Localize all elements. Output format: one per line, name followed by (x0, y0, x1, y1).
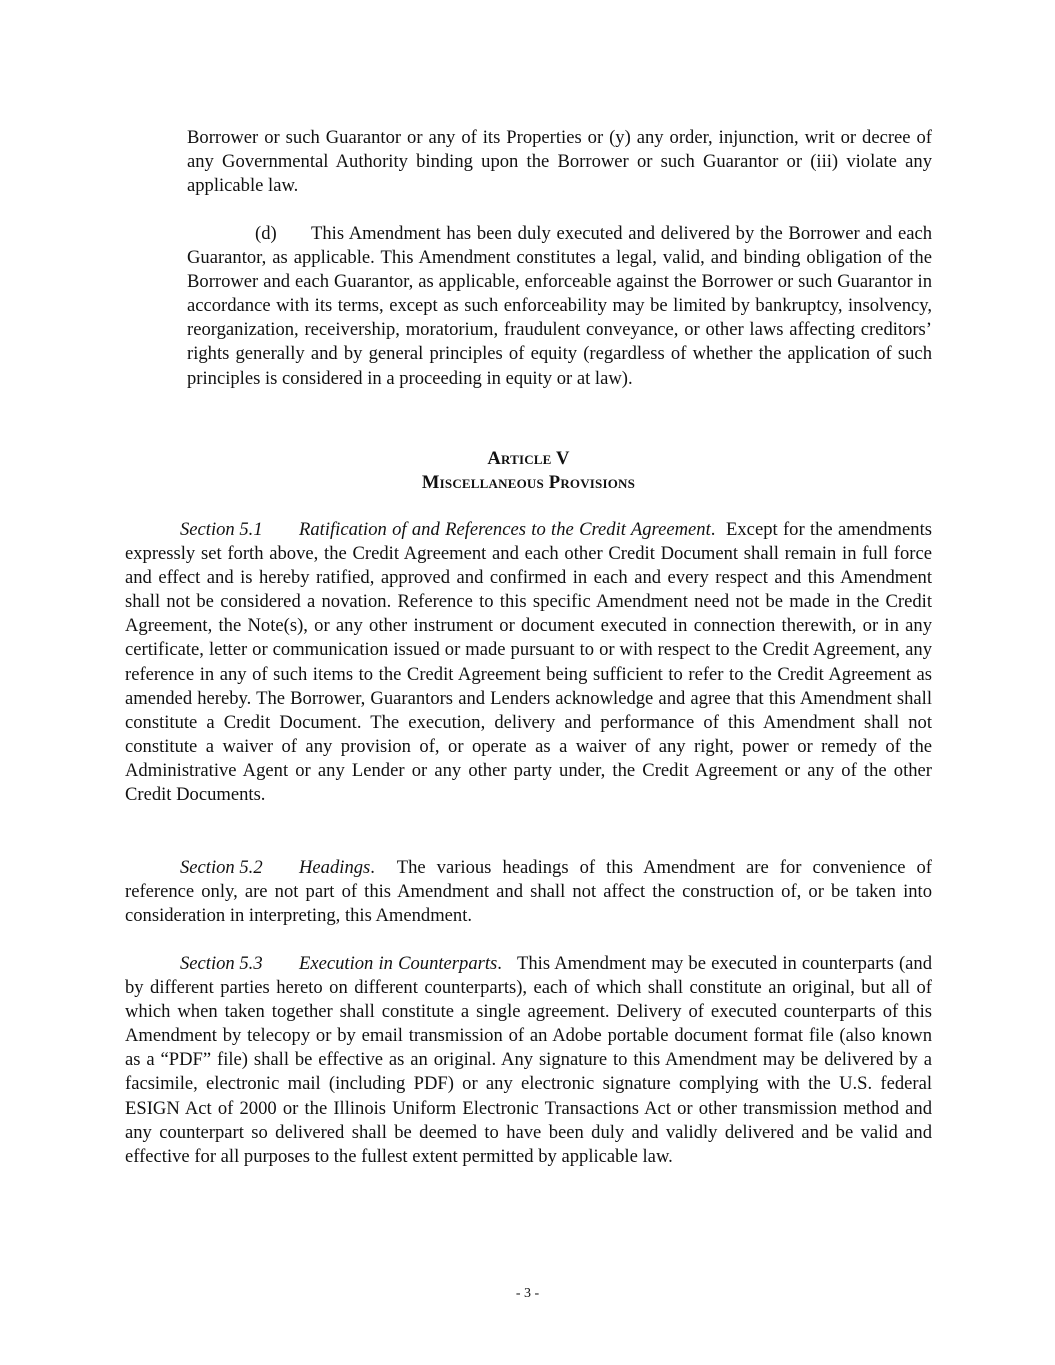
clause-d-label: (d) (255, 223, 277, 244)
section-5-1-paragraph: Section 5.1 Ratification of and References to the Credit Agreement. Except for the amendments expressly set forth above, the Credit Agreement and each other Credit Document shall remain in full force and effect and is hereby ratified, approved and confirmed in each and every respect and this Amendment shall not be considered a novation. Reference to this specific Amendment need not be made in the Credit Agreement, the Note(s), or any other instrument or document executed in connection therewith, or in any certificate, letter or communication issued or made pursuant to or with respect to the Credit Agreement, any reference in any of such items to the Credit Agreement being sufficient to refer to the Credit Agreement as amended hereby. The Borrower, Guarantors and Lenders acknowledge and agree that this Amendment shall constitute a Credit Document. The execution, delivery and performance of this Amendment shall not constitute a waiver of any provision of, or operate as a waiver of any right, power or remedy of the Administrative Agent or any Lender or any other party under, the Credit Agreement or any of the other Credit Documents. (125, 519, 932, 806)
section-5-3 (125, 952, 932, 1169)
section-5-1-title: Ratification of and References to the Credit Agreement (299, 519, 711, 540)
section-5-1 (125, 518, 932, 807)
section-5-2-title: Headings (299, 857, 371, 878)
section-5-2-text: The various headings of this Amendment are for convenience of reference only, are not part of this Amendment and shall not affect the construction of, or be taken into consideration in interpreting, this Amendment. (125, 857, 932, 927)
section-5-2-paragraph: Section 5.2 Headings. The various headings of this Amendment are for convenience of reference only, are not part of this Amendment and shall not affect the construction of, or be taken into consideration in interpreting, this Amendment. (125, 857, 932, 927)
section-5-1-number: Section 5.1 (180, 519, 263, 540)
section-5-3-title: Execution in Counterparts (299, 953, 498, 974)
clause-d-body (187, 222, 932, 391)
page-number: - 3 - (515, 1286, 540, 1301)
section-5-2-number: Section 5.2 (180, 857, 263, 878)
section-5-3-number: Section 5.3 (180, 953, 263, 974)
article-number-heading: Article V (487, 448, 570, 469)
clause-d-text: This Amendment has been duly executed and delivered by the Borrower and each Guarantor, as applicable. This Amendment constitutes a legal, valid, and binding obligation of the Borrower and each Guarantor, as applicable, enforceable against the Borrower or such Guarantor in accordance with its terms, except as such enforceability may be limited by bankruptcy, insolvency, reorganization, receivership, moratorium, fraudulent conveyance, or other laws affecting creditors’ rights generally and by general principles of equity (regardless of whether the application of such principles is considered in a proceeding in equity or at law). (187, 223, 932, 389)
section-5-3-text: This Amendment may be executed in counterparts (and by different parties hereto on different counterparts), each of which shall constitute an original, but all of which when taken together shall constitute a single agreement. Delivery of executed counterparts of this Amendment by telecopy or by email transmission of an Adobe portable document format file (also known as a “PDF” file) shall be effective as an original. Any signature to this Amendment may be delivered by a facsimile, electronic mail (including PDF) or any electronic signature complying with the U.S. federal ESIGN Act of 2000 or the Illinois Uniform Electronic Transactions Act or other transmission method and any counterpart so delivered shall be deemed to have been duly and validly delivered and be valid and effective for all purposes to the fullest extent permitted by applicable law. (125, 953, 933, 1167)
section-5-2 (125, 856, 932, 928)
article-title-heading: Miscellaneous Provisions (421, 472, 636, 493)
continuation-text: Borrower or such Guarantor or any of its Properties or (y) any order, injunction, writ or decree of any Governmental Authority binding upon the Borrower or such Guarantor or (iii) violate any applicable law. (187, 127, 932, 197)
continuation-paragraph (187, 126, 932, 198)
section-5-3-paragraph: Section 5.3 Execution in Counterparts. This Amendment may be executed in counterparts (and by different parties hereto on different counterparts), each of which shall constitute an original, but all of which when taken together shall constitute a single agreement. Delivery of executed counterparts of this Amendment by telecopy or by email transmission of an Adobe portable document format file (also known as a “PDF” file) shall be effective as an original. Any signature to this Amendment may be delivered by a facsimile, electronic mail (including PDF) or any electronic signature complying with the U.S. federal ESIGN Act of 2000 or the Illinois Uniform Electronic Transactions Act or other transmission method and any counterpart so delivered shall be deemed to have been duly and validly delivered and be valid and effective for all purposes to the fullest extent permitted by applicable law. (125, 953, 933, 1167)
clause-d-paragraph (187, 222, 932, 391)
section-5-1-text: Except for the amendments expressly set forth above, the Credit Agreement and each other Credit Document shall remain in full force and effect and is hereby ratified, approved and confirmed in each and every respect and this Amendment shall not be considered a novation. Reference to this specific Amendment need not be made in the Credit Agreement, the Note(s), or any other instrument or document executed in connection therewith, or in any certificate, letter or communication issued or made pursuant to or with respect to the Credit Agreement, any reference in any of such items to the Credit Agreement being sufficient to refer to the Credit Agreement as amended hereby. The Borrower, Guarantors and Lenders acknowledge and agree that this Amendment shall constitute a Credit Document. The execution, delivery and performance of this Amendment shall not constitute a waiver of any provision of, or operate as a waiver of any right, power or remedy of the Administrative Agent or any Lender or any other party under, the Credit Agreement or any of the other Credit Documents. (125, 519, 932, 806)
